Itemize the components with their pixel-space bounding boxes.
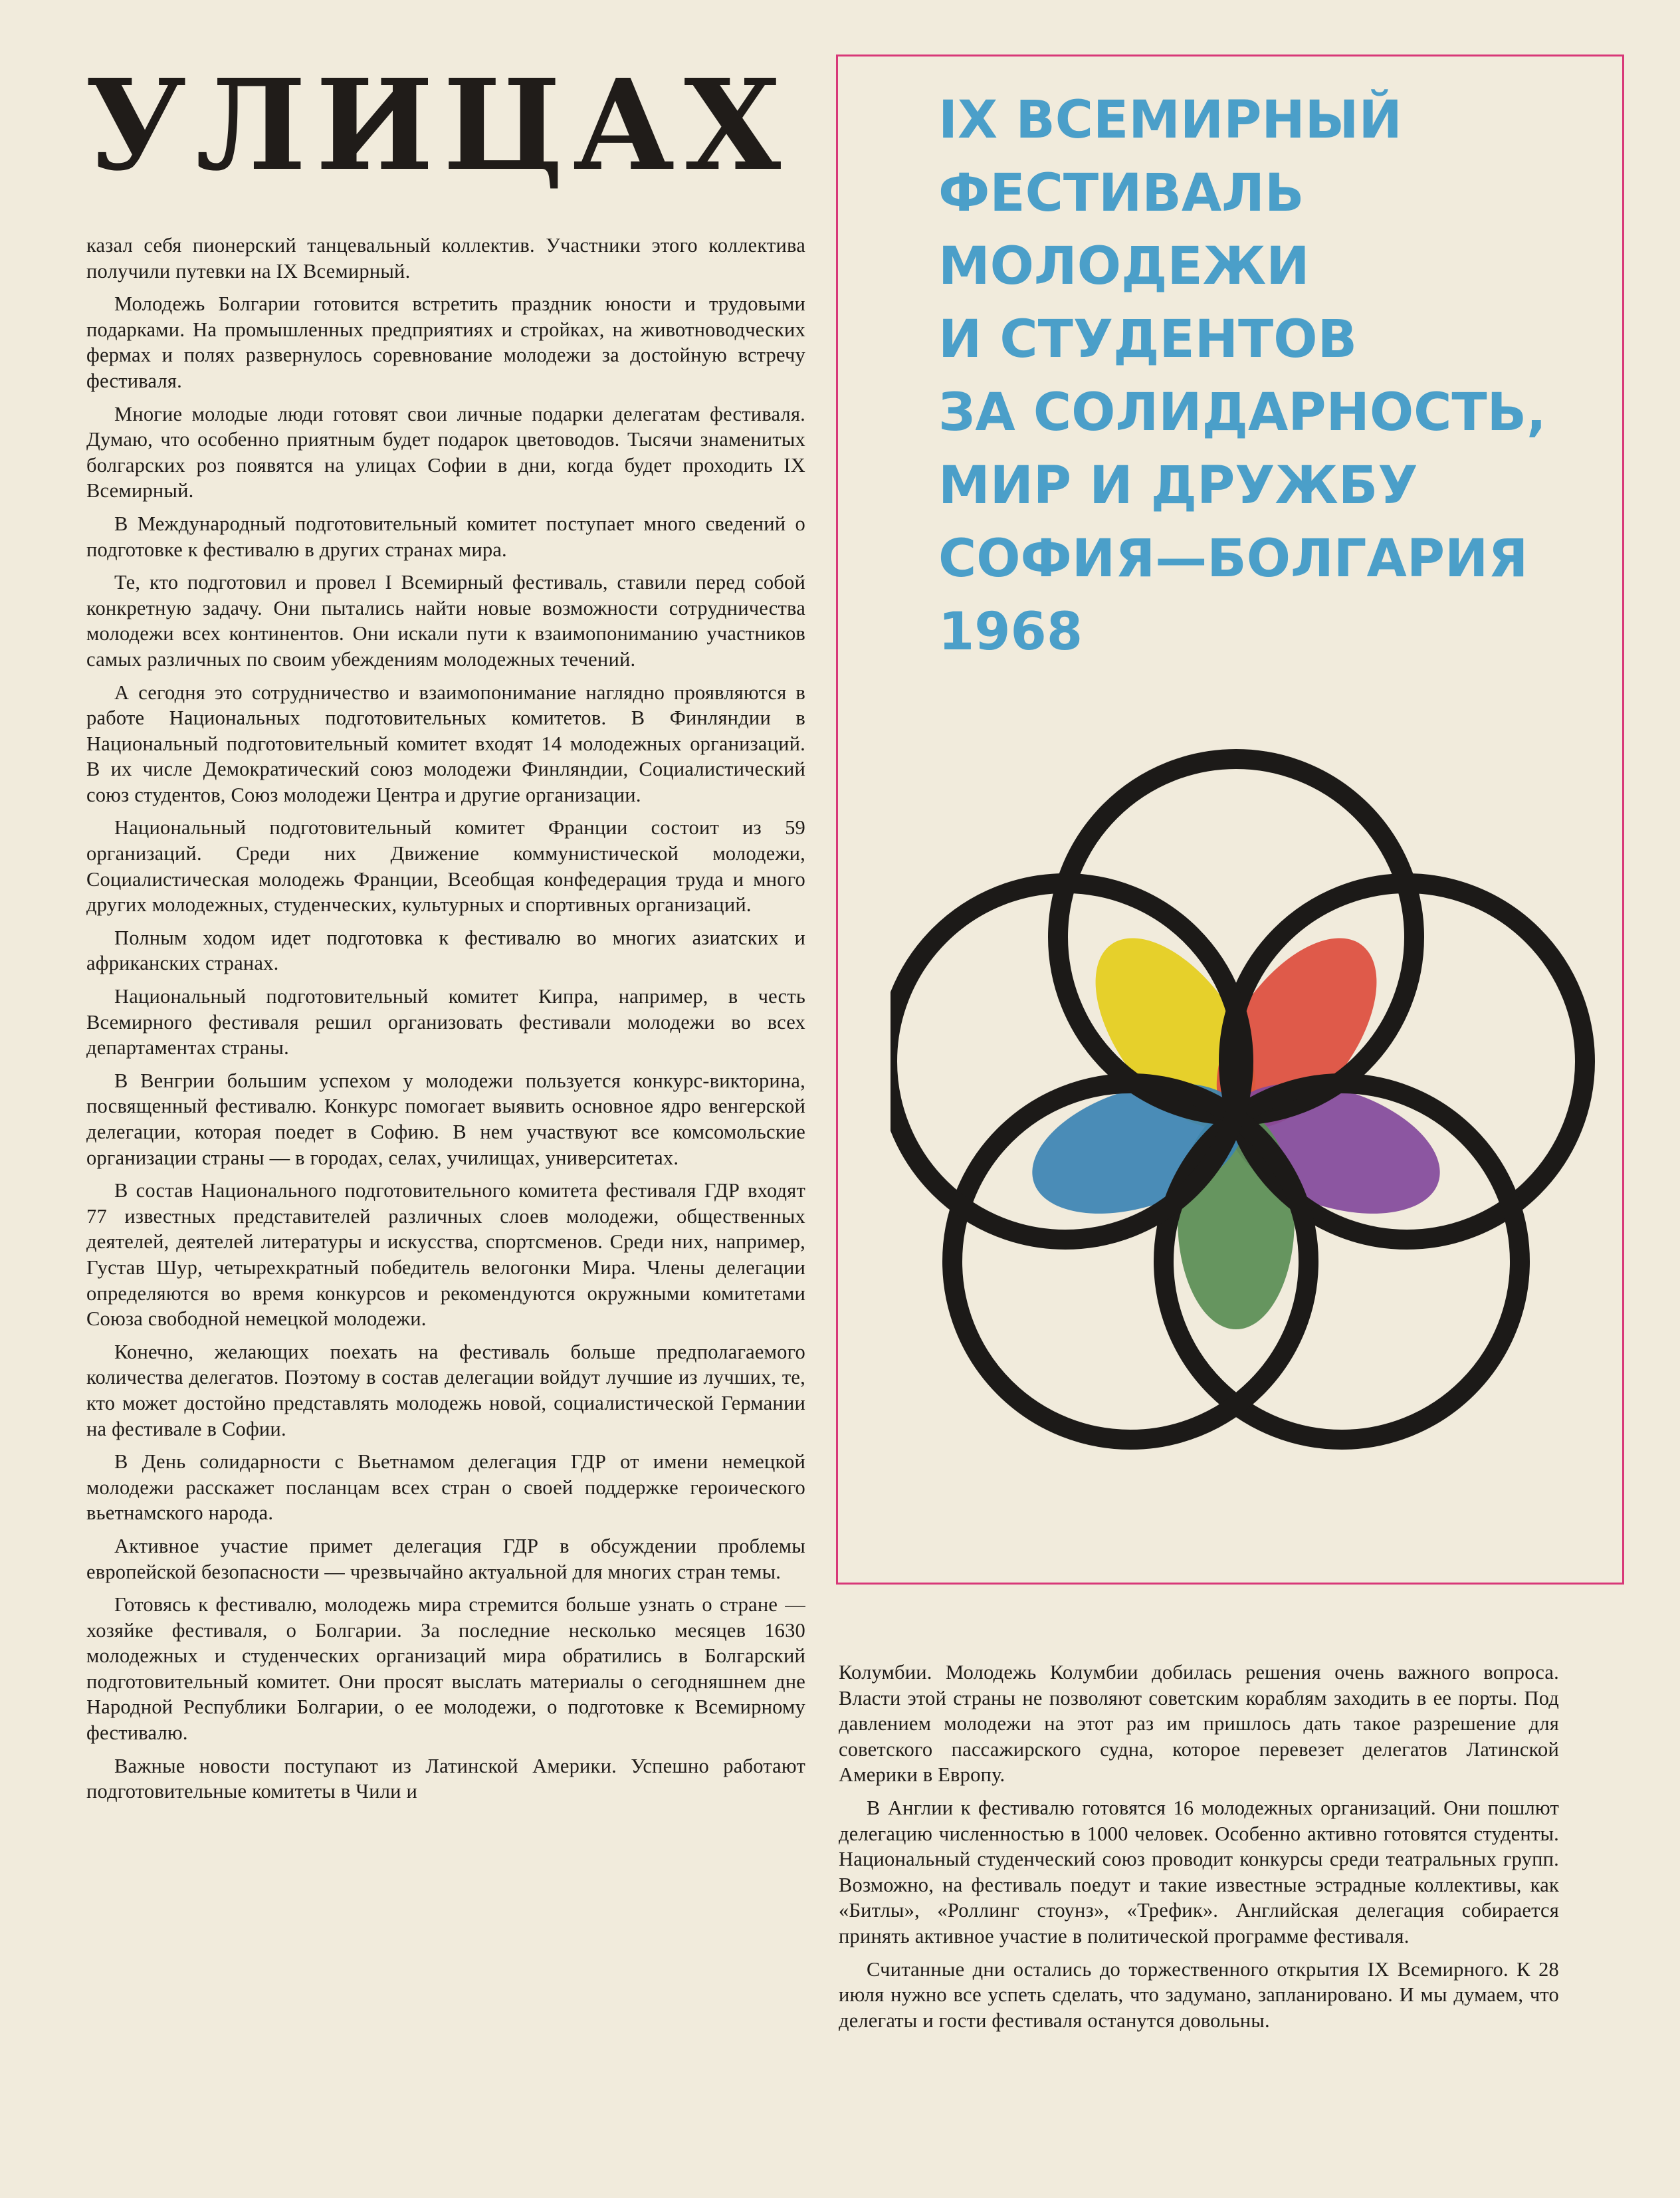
- paragraph: Молодежь Болгарии готовится встретить праздник юности и трудовыми подарками. На промышленных предприятиях и стройках, на животноводческих фермах и полях развернулось соревнование молодежи за достойную встречу фестиваля.: [86, 292, 805, 392]
- festival-poster-heading: [938, 84, 1616, 669]
- paragraph: Считанные дни остались до торжественного открытия IX Всемирного. К 28 июля нужно все успеть сделать, что задумано, запланировано. И мы думаем, что делегаты и гости фестиваля останутся довольны.: [839, 1957, 1559, 2032]
- poster-heading-line: И СТУДЕНТОВ: [938, 310, 1358, 370]
- paragraph: Полным ходом идет подготовка к фестивалю во многих азиатских и африканских странах.: [86, 926, 805, 975]
- paragraph: В Международный подготовительный комитет поступает много сведений о подготовке к фестивалю в других странах мира.: [86, 512, 805, 561]
- page-title: УЛИЦАХ: [85, 52, 791, 199]
- poster-heading-line: СОФИЯ—БОЛГАРИЯ: [938, 529, 1528, 589]
- paragraph: казал себя пионерский танцевальный коллектив. Участники этого коллектива получили путевки на IX Всемирный.: [86, 234, 805, 282]
- paragraph: А сегодня это сотрудничество и взаимопонимание наглядно проявляются в работе Национальных подготовительных комитетов. В Финляндии в Национальный подготовительный комитет входят 14 молодежных организаций. В их числе Демократический союз молодежи Финляндии, Социалистический союз студентов, Союз молодежи Центра и другие организации.: [86, 681, 805, 806]
- poster-heading-line: МИР И ДРУЖБУ: [938, 456, 1418, 516]
- poster-heading-line: МОЛОДЕЖИ: [938, 237, 1310, 296]
- poster-heading-line: ФЕСТИВАЛЬ: [938, 164, 1305, 223]
- right-article-column: [839, 1660, 1559, 2040]
- poster-heading-line: ЗА СОЛИДАРНОСТЬ,: [938, 383, 1546, 443]
- festival-flower-emblem: [891, 724, 1608, 1502]
- paragraph: Колумбии. Молодежь Колумбии добилась решения очень важного вопроса. Власти этой страны не позволяют советским кораблям заходить в ее порты. Под давлением молодежи на этот раз им пришлось дать такое разрешение для советского пассажирского судна, которое перевезет делегатов Латинской Америки в Европу.: [839, 1661, 1559, 1787]
- paragraph: В Венгрии большим успехом у молодежи пользуется конкурс-викторина, посвященный фестивалю. Конкурс помогает выявить основное ядро венгерской делегации, которая поедет в Софию. В нем участвуют все комсомольские организации страны — в городах, селах, училищах, университетах.: [86, 1069, 805, 1169]
- paragraph: В День солидарности с Вьетнамом делегация ГДР от имени немецкой молодежи расскажет посланцам всех стран о своей поддержке героического вьетнамского народа.: [86, 1450, 805, 1525]
- paragraph: Готовясь к фестивалю, молодежь мира стремится больше узнать о стране — хозяйке фестиваля, о Болгарии. За последние несколько месяцев 1630 молодежных и студенческих организаций мира обратились в Болгарский подготовительный комитет. Они просят выслать материалы о сегодняшнем дне Народной Республики Болгарии, о ее молодежи, о подготовке к Всемирному фестивалю.: [86, 1593, 805, 1745]
- paragraph: Многие молодые люди готовят свои личные подарки делегатам фестиваля. Думаю, что особенно приятным будет подарок цветоводов. Тысячи знаменитых болгарских роз появятся на улицах Софии в дни, когда будет проходить IX Всемирный.: [86, 402, 805, 502]
- paragraph: Те, кто подготовил и провел I Всемирный фестиваль, ставили перед собой конкретную задачу. Они пытались найти новые возможности сотрудничества молодежи всех континентов. Они искали пути к взаимопониманию участников самых различных по своим убеждениям молодежных течений.: [86, 571, 805, 671]
- paragraph: Национальный подготовительный комитет Франции состоит из 59 организаций. Среди них Движение коммунистической молодежи, Социалистическая молодежь Франции, Всеобщая конфедерация труда и много других молодежных, студенческих, культурных и спортивных организаций.: [86, 816, 805, 917]
- left-article-column: [86, 233, 805, 1812]
- poster-heading-line: 1968: [938, 602, 1083, 662]
- poster-heading-line: IX ВСЕМИРНЫЙ: [938, 90, 1402, 150]
- paragraph: В Англии к фестивалю готовятся 16 молодежных организаций. Они пошлют делегацию численностью в 1000 человек. Особенно активно готовятся студенты. Национальный студенческий союз проводит конкурсы среди театральных групп. Возможно, на фестиваль поедут и такие известные эстрадные коллективы, как «Битлы», «Роллинг стоунз», «Трефик». Английская делегация собирается принять активное участие в политической программе фестиваля.: [839, 1796, 1559, 1947]
- paragraph: Конечно, желающих поехать на фестиваль больше предполагаемого количества делегатов. Поэтому в состав делегации войдут лучшие из лучших, те, кто может достойно представлять молодежь новой, социалистической Германии на фестивале в Софии.: [86, 1340, 805, 1440]
- paragraph: Активное участие примет делегация ГДР в обсуждении проблемы европейской безопасности — чрезвычайно актуальной для многих стран темы.: [86, 1534, 805, 1583]
- paragraph: В состав Национального подготовительного комитета фестиваля ГДР входят 77 известных представителей различных слоев молодежи, общественных деятелей, деятелей литературы и искусства, спортсменов. Среди них, например, Густав Шур, четырехкратный победитель велогонки Мира. Члены делегации определяются во время конкурсов и рекомендуются окружными комитетами Союза свободной немецкой молодежи.: [86, 1179, 805, 1331]
- paragraph: Национальный подготовительный комитет Кипра, например, в честь Всемирного фестиваля решил организовать фестивали молодежи во всех департаментах страны.: [86, 985, 805, 1059]
- paragraph: Важные новости поступают из Латинской Америки. Успешно работают подготовительные комитеты в Чили и: [86, 1754, 805, 1803]
- emblem-rings: [891, 759, 1585, 1440]
